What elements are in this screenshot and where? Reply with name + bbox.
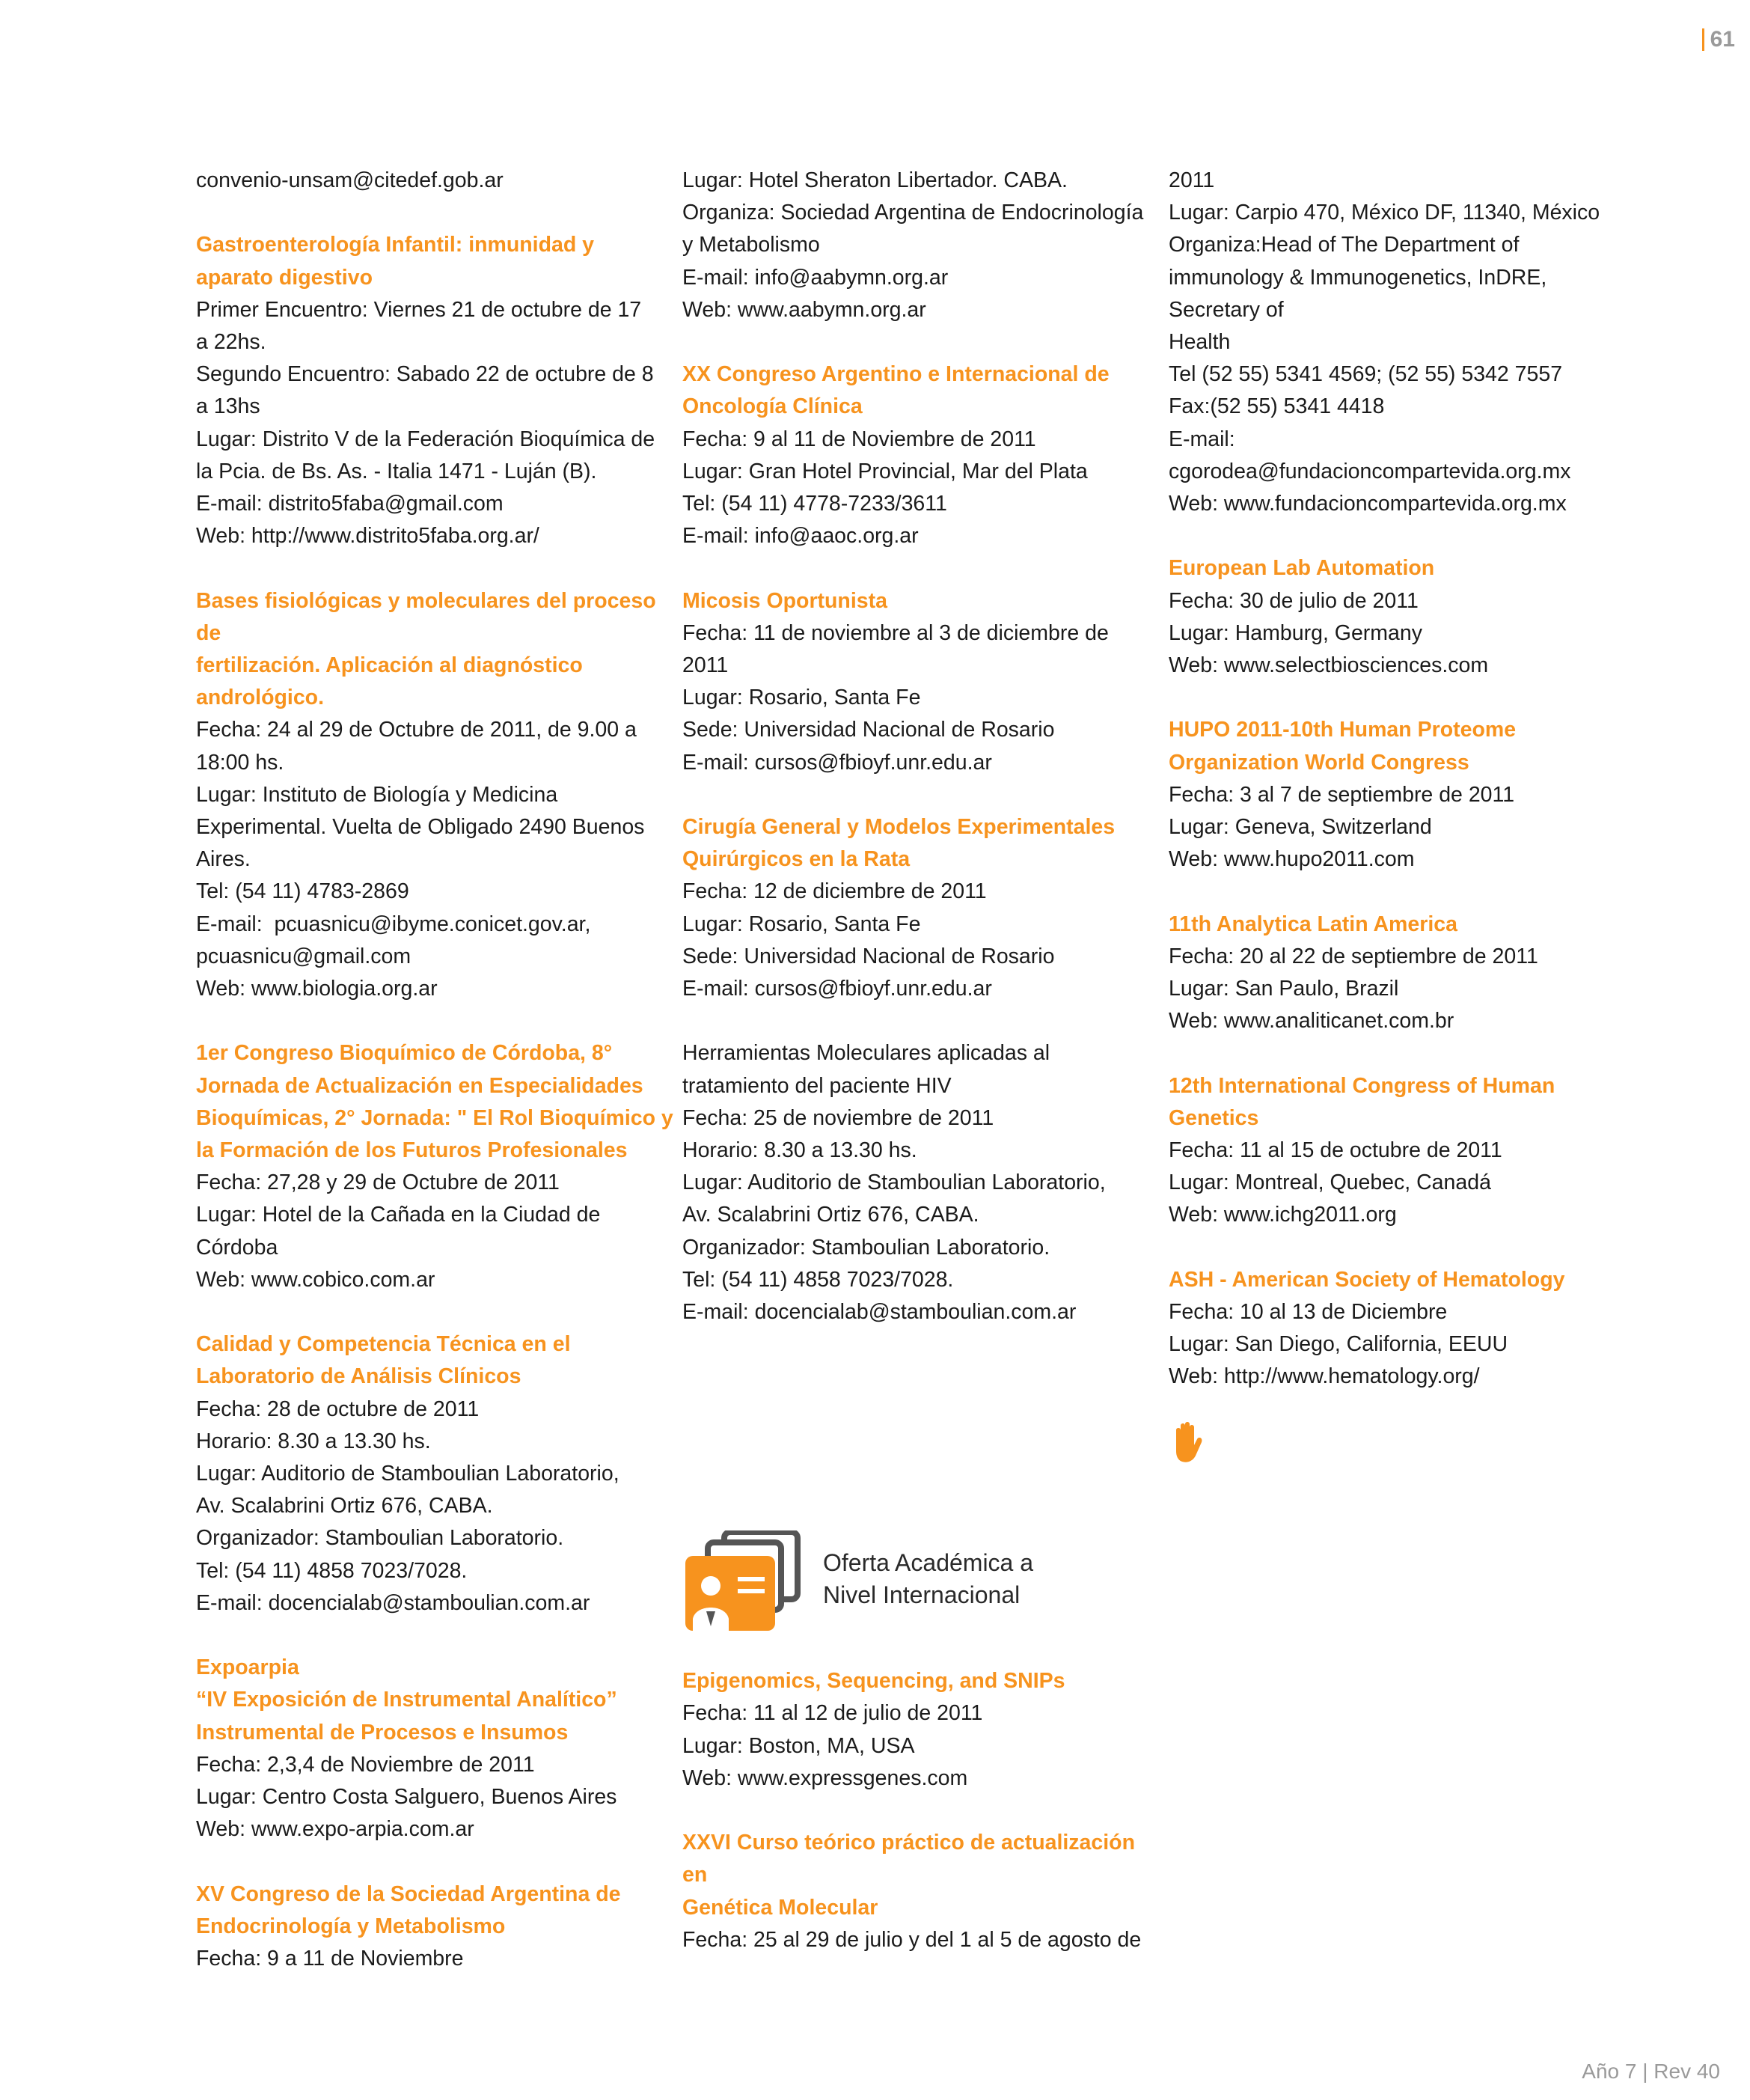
column-2-international-events — [682, 1665, 1161, 1956]
event-title: Instrumental de Procesos e Insumos — [196, 1720, 569, 1745]
event-title: XV Congreso de la Sociedad Argentina de — [196, 1881, 621, 1906]
event-contact-line: E-mail: info@aaoc.org.ar — [682, 524, 919, 549]
event-title: la Formación de los Futuros Profesionales — [196, 1138, 628, 1163]
event-detail-line: Tel: (54 11) 4858 7023/7028. — [682, 1267, 954, 1292]
event-title: Bioquímicas, 2° Jornada: " El Rol Bioquímico y — [196, 1105, 673, 1130]
event-detail-line: Lugar: Boston, MA, USA — [682, 1733, 915, 1758]
event-detail-line: immunology & Immunogenetics, InDRE, — [1169, 265, 1547, 290]
section-title-line: Oferta Académica a — [823, 1549, 1034, 1577]
event-detail-line: Fax:(52 55) 5341 4418 — [1169, 394, 1385, 419]
event-contact-line: E-mail: docencialab@stamboulian.com.ar — [196, 1590, 590, 1615]
event-detail-line: Health — [1169, 330, 1231, 355]
event-detail-line: Fecha: 27,28 y 29 de Octubre de 2011 — [196, 1170, 560, 1195]
event-entry — [1169, 552, 1633, 682]
event-entry — [682, 165, 1161, 326]
event-entry — [1169, 909, 1633, 1038]
event-contact-line: Web: www.hupo2011.com — [1169, 847, 1415, 872]
section-title — [823, 1547, 1122, 1611]
event-detail-line: Lugar: San Paulo, Brazil — [1169, 977, 1399, 1001]
event-entry — [682, 585, 1161, 779]
event-detail-line: Fecha: 28 de octubre de 2011 — [196, 1397, 480, 1421]
event-contact-line: Web: www.selectbiosciences.com — [1169, 653, 1489, 678]
event-detail-line: la Pcia. de Bs. As. - Italia 1471 - Luján (B). — [196, 459, 597, 483]
footer-issue: Año 7 | Rev 40 — [1582, 2060, 1720, 2083]
event-title: Jornada de Actualización en Especialidades — [196, 1073, 643, 1098]
event-detail-line: Fecha: 25 de noviembre de 2011 — [682, 1105, 994, 1130]
event-detail-line: Fecha: 11 de noviembre al 3 de diciembre de — [682, 620, 1109, 645]
column-2-events — [682, 165, 1161, 1328]
event-title: fertilización. Aplicación al diagnóstico — [196, 653, 583, 678]
event-detail-line: Organizador: Stamboulian Laboratorio. — [682, 1235, 1050, 1260]
event-title: Laboratorio de Análisis Clínicos — [196, 1364, 521, 1389]
event-contact-line: Web: www.biologia.org.ar — [196, 977, 438, 1001]
event-detail-line: Av. Scalabrini Ortiz 676, CABA. — [682, 1203, 979, 1227]
event-contact-line: E-mail: — [1169, 427, 1235, 451]
event-title: 11th Analytica Latin America — [1169, 912, 1457, 936]
event-detail-line: Fecha: 9 a 11 de Noviembre — [196, 1947, 464, 1971]
event-detail-line: Córdoba — [196, 1235, 278, 1260]
event-detail-line: Lugar: Hotel de la Cañada en la Ciudad de — [196, 1203, 601, 1227]
event-detail-line: Lugar: Rosario, Santa Fe — [682, 912, 921, 936]
event-title: Epigenomics, Sequencing, and SNIPs — [682, 1669, 1065, 1694]
event-detail-line: 2011 — [682, 653, 729, 678]
event-entry — [682, 1827, 1161, 1956]
event-title: XXVI Curso teórico práctico de actualización en — [682, 1831, 1135, 1887]
event-title: XX Congreso Argentino e Internacional de — [682, 362, 1110, 387]
column-2 — [682, 165, 1161, 1988]
event-contact-line: E-mail: distrito5faba@gmail.com — [196, 492, 504, 516]
event-title: HUPO 2011-10th Human Proteome — [1169, 718, 1517, 742]
event-entry — [682, 1037, 1161, 1328]
event-entry — [1169, 165, 1633, 520]
event-detail-line: Fecha: 10 al 13 de Diciembre — [1169, 1300, 1448, 1325]
event-title: Organization World Congress — [1169, 750, 1469, 775]
event-detail-line: 2011 — [1169, 168, 1215, 192]
event-detail-line: y Metabolismo — [682, 233, 820, 257]
event-detail-line: Sede: Universidad Nacional de Rosario — [682, 718, 1055, 742]
event-entry — [196, 229, 675, 552]
event-detail-line: Fecha: 11 al 15 de octubre de 2011 — [1169, 1138, 1502, 1163]
event-detail-line: a 22hs. — [196, 330, 266, 354]
event-contact-line: Web: www.expressgenes.com — [682, 1765, 968, 1790]
event-detail-line: Fecha: 9 al 11 de Noviembre de 2011 — [682, 427, 1036, 451]
event-detail-line: 18:00 hs. — [196, 750, 284, 775]
event-title: ASH - American Society of Hematology — [1169, 1267, 1565, 1292]
event-detail-line: Lugar: Auditorio de Stamboulian Laboratorio, — [682, 1170, 1106, 1195]
event-contact-line: Web: www.expo-arpia.com.ar — [196, 1817, 474, 1842]
event-title: 12th International Congress of Human — [1169, 1073, 1555, 1098]
event-detail-line: Tel (52 55) 5341 4569; (52 55) 5342 7557 — [1169, 362, 1563, 387]
event-contact-line: Web: www.cobico.com.ar — [196, 1267, 435, 1292]
event-title: Quirúrgicos en la Rata — [682, 847, 911, 872]
event-detail-line: Lugar: Montreal, Quebec, Canadá — [1169, 1170, 1491, 1195]
event-title: Micosis Oportunista — [682, 588, 887, 613]
event-entry — [196, 585, 675, 1006]
event-contact-line: E-mail: cursos@fbioyf.unr.edu.ar — [682, 750, 992, 775]
event-contact-line: Web: www.fundacioncompartevida.org.mx — [1169, 492, 1567, 516]
event-detail-line: Organiza:Head of The Department of — [1169, 233, 1520, 257]
event-entry — [196, 165, 675, 197]
event-detail-line: Fecha: 24 al 29 de Octubre de 2011, de 9.00 a — [196, 718, 637, 742]
event-detail-line: Lugar: Rosario, Santa Fe — [682, 686, 921, 710]
event-detail-line: Fecha: 3 al 7 de septiembre de 2011 — [1169, 782, 1515, 807]
event-entry — [1169, 1070, 1633, 1232]
event-title: Genetics — [1169, 1105, 1259, 1130]
event-entry — [1169, 1264, 1633, 1394]
event-title: Expoarpia — [196, 1655, 299, 1680]
event-detail-line: Av. Scalabrini Ortiz 676, CABA. — [196, 1494, 493, 1518]
event-detail-line: Lugar: Hotel Sheraton Libertador. CABA. — [682, 168, 1068, 192]
column-3 — [1169, 165, 1633, 1463]
event-entry — [682, 811, 1161, 1005]
event-title: Oncología Clínica — [682, 394, 863, 419]
event-detail-line: Horario: 8.30 a 13.30 hs. — [196, 1429, 431, 1453]
event-detail-line: Experimental. Vuelta de Obligado 2490 Buenos — [196, 815, 645, 840]
section-header — [682, 1530, 1161, 1643]
event-title: European Lab Automation — [1169, 556, 1435, 581]
event-title: Endocrinología y Metabolismo — [196, 1914, 506, 1938]
event-entry — [1169, 714, 1633, 876]
event-detail-line: Fecha: 12 de diciembre de 2011 — [682, 879, 987, 904]
event-detail-line: Primer Encuentro: Viernes 21 de octubre de 17 — [196, 297, 642, 322]
event-title: Genética Molecular — [682, 1895, 878, 1920]
event-detail-line: Lugar: Geneva, Switzerland — [1169, 815, 1432, 840]
event-detail-line: Tel: (54 11) 4783-2869 — [196, 879, 409, 904]
section-title-line: Nivel Internacional — [823, 1581, 1021, 1609]
event-entry — [682, 1665, 1161, 1795]
page-number: 61 — [1702, 28, 1735, 51]
event-detail-line: Lugar: Auditorio de Stamboulian Laboratorio, — [196, 1462, 619, 1486]
event-contact-line: E-mail: docencialab@stamboulian.com.ar — [682, 1300, 1077, 1325]
event-contact-line: E-mail: pcuasnicu@ibyme.conicet.gov.ar, — [196, 912, 591, 936]
event-detail-line: Lugar: Gran Hotel Provincial, Mar del Plata — [682, 459, 1088, 483]
event-detail-line: Sede: Universidad Nacional de Rosario — [682, 944, 1055, 968]
event-title: “IV Exposición de Instrumental Analítico” — [196, 1688, 617, 1712]
event-contact-line: pcuasnicu@gmail.com — [196, 944, 412, 968]
event-entry — [196, 1652, 675, 1846]
event-detail-line: Organizador: Stamboulian Laboratorio. — [196, 1526, 564, 1551]
event-title: andrológico. — [196, 686, 324, 710]
event-detail-line: Lugar: Centro Costa Salguero, Buenos Aires — [196, 1785, 617, 1810]
event-detail-line: Fecha: 11 al 12 de julio de 2011 — [682, 1701, 983, 1726]
event-entry — [196, 1328, 675, 1620]
event-contact-line: Web: www.aabymn.org.ar — [682, 297, 926, 322]
event-detail-line: Tel: (54 11) 4858 7023/7028. — [196, 1558, 468, 1583]
event-detail-line: Lugar: San Diego, California, EEUU — [1169, 1332, 1508, 1357]
event-contact-line: Web: http://www.hematology.org/ — [1169, 1364, 1480, 1389]
event-detail-line: Lugar: Instituto de Biología y Medicina — [196, 782, 558, 807]
event-contact-line: convenio-unsam@citedef.gob.ar — [196, 168, 504, 192]
event-entry — [196, 1037, 675, 1296]
event-contact-line: E-mail: cursos@fbioyf.unr.edu.ar — [682, 977, 992, 1001]
event-detail-line: tratamiento del paciente HIV — [682, 1073, 952, 1098]
event-detail-line: Fecha: 30 de julio de 2011 — [1169, 588, 1419, 613]
event-title: Cirugía General y Modelos Experimentales — [682, 815, 1116, 840]
event-detail-line: Fecha: 25 al 29 de julio y del 1 al 5 de agosto de — [682, 1927, 1142, 1952]
event-detail-line: a 13hs — [196, 394, 260, 419]
event-detail-line: Segundo Encuentro: Sabado 22 de octubre de 8 — [196, 362, 654, 387]
hand-stop-icon — [1169, 1421, 1205, 1463]
event-entry — [682, 358, 1161, 552]
event-detail-line: Tel: (54 11) 4778-7233/3611 — [682, 492, 947, 516]
event-title: Bases fisiológicas y moleculares del proceso de — [196, 588, 656, 645]
event-detail-line: Lugar: Distrito V de la Federación Bioquímica de — [196, 427, 655, 451]
column-1 — [196, 165, 675, 2007]
event-detail-line: Herramientas Moleculares aplicadas al — [682, 1041, 1050, 1066]
presentation-person-icon — [682, 1530, 802, 1635]
event-detail-line: Lugar: Carpio 470, México DF, 11340, México — [1169, 201, 1600, 225]
event-contact-line: Web: www.ichg2011.org — [1169, 1203, 1397, 1227]
event-detail-line: Fecha: 20 al 22 de septiembre de 2011 — [1169, 944, 1538, 968]
event-title: Calidad y Competencia Técnica en el — [196, 1332, 571, 1357]
event-detail-line: Fecha: 2,3,4 de Noviembre de 2011 — [196, 1752, 535, 1777]
event-contact-line: cgorodea@fundacioncompartevida.org.mx — [1169, 459, 1571, 483]
event-contact-line: E-mail: info@aabymn.org.ar — [682, 265, 949, 290]
event-contact-line: Web: www.analiticanet.com.br — [1169, 1009, 1454, 1034]
event-title: aparato digestivo — [196, 265, 373, 290]
event-detail-line: Lugar: Hamburg, Germany — [1169, 620, 1422, 645]
event-title: 1er Congreso Bioquímico de Córdoba, 8° — [196, 1041, 613, 1066]
event-title: Gastroenterología Infantil: inmunidad y — [196, 233, 595, 257]
event-detail-line: Horario: 8.30 a 13.30 hs. — [682, 1138, 917, 1163]
event-detail-line: Aires. — [196, 847, 251, 872]
event-detail-line: Secretary of — [1169, 297, 1284, 322]
event-contact-line: Web: http://www.distrito5faba.org.ar/ — [196, 524, 539, 549]
event-detail-line: Organiza: Sociedad Argentina de Endocrinología — [682, 201, 1144, 225]
event-entry — [196, 1878, 675, 1976]
